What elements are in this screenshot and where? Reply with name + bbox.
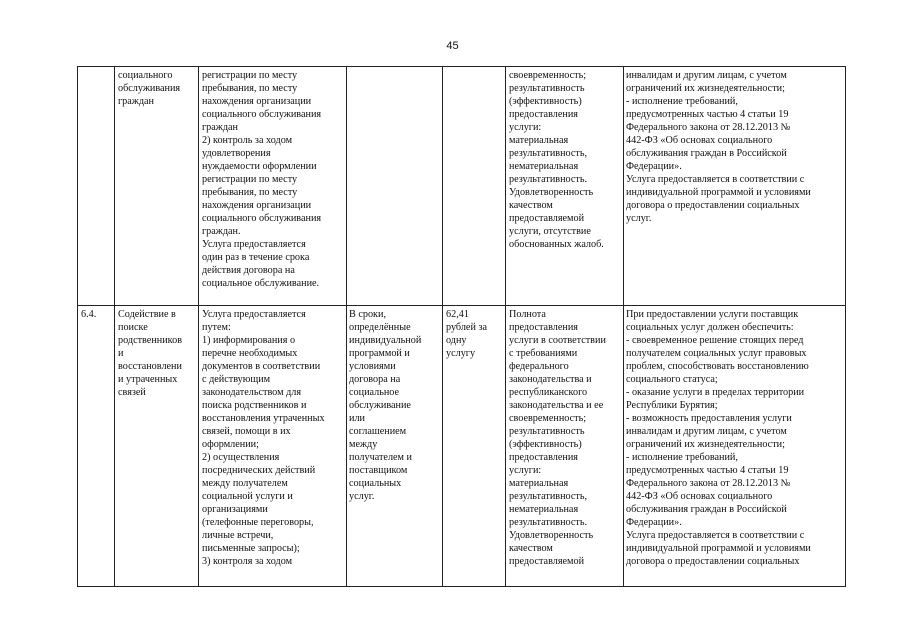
service-terms-cell bbox=[347, 67, 443, 306]
row-number-cell: 6.4. bbox=[78, 306, 115, 587]
service-conditions-cell: инвалидам и другим лицам, с учетом ограничений их жизнедеятельности; - исполнение требований, предусмотренных частью 4 статьи 19 Федерального закона от 28.12.2013 № 442-ФЗ «Об основах социального обслуживания граждан в Российской Федерации». Услуга предоставляется в соответствии с индивидуальной программой и условиями договора о предоставлении социальных услуг. bbox=[624, 67, 846, 306]
page-number: 45 bbox=[446, 40, 459, 52]
quality-indicators-cell: своевременность; результативность (эффективность) предоставления услуги: материальная результативность, нематериальная результативность. Удовлетворенность качеством предоставляемой услуги, отсутствие обоснованных жалоб. bbox=[506, 67, 624, 306]
service-name-cell: социального обслуживания граждан bbox=[115, 67, 199, 306]
service-content-cell: регистрации по месту пребывания, по месту нахождения организации социального обслуживания граждан 2) контроль за ходом удовлетворения нуждаемости оформлении регистрации по месту пребывания, по месту нахождения организации социального обслуживания граждан. Услуга предоставляется один раз в течение срока действия договора на социальное обслуживание. bbox=[199, 67, 347, 306]
services-table bbox=[77, 66, 846, 587]
service-tariff-cell: 62,41 рублей за одну услугу bbox=[443, 306, 506, 587]
service-terms-cell: В сроки, определённые индивидуальной программой и условиями договора на социальное обслуживание или соглашением между получателем и поставщиком социальных услуг. bbox=[347, 306, 443, 587]
service-tariff-cell bbox=[443, 67, 506, 306]
service-content-cell: Услуга предоставляется путем: 1) информирования о перечне необходимых документов в соответствии с действующим законодательством для поиска родственников и восстановления утраченных связей, помощи в их оформлении; 2) осуществления посреднических действий между получателем социальной услуги и организациями (телефонные переговоры, личные встречи, письменные запросы); 3) контроля за ходом bbox=[199, 306, 347, 587]
table-row bbox=[78, 306, 846, 587]
row-number-cell bbox=[78, 67, 115, 306]
service-name-cell: Содействие в поиске родственников и восстановлени и утраченных связей bbox=[115, 306, 199, 587]
quality-indicators-cell: Полнота предоставления услуги в соответствии с требованиями федерального законодательства и республиканского законодательства и ее своевременность; результативность (эффективность) предоставления услуги: материальная результативность, нематериальная результативность. Удовлетворенность качеством предоставляемой bbox=[506, 306, 624, 587]
table-row bbox=[78, 67, 846, 306]
service-conditions-cell: При предоставлении услуги поставщик социальных услуг должен обеспечить: - своевременное решение стоящих перед получателем социальных услуг правовых проблем, способствовать восстановлению социального статуса; - оказание услуги в пределах территории Республики Бурятия; - возможность предоставления услуги инвалидам и другим лицам, с учетом ограничений их жизнедеятельности; - исполнение требований, предусмотренных частью 4 статьи 19 Федерального закона от 28.12.2013 № 442-ФЗ «Об основах социального обслуживания граждан в Российской Федерации». Услуга предоставляется в соответствии с индивидуальной программой и условиями договора о предоставлении социальных bbox=[624, 306, 846, 587]
